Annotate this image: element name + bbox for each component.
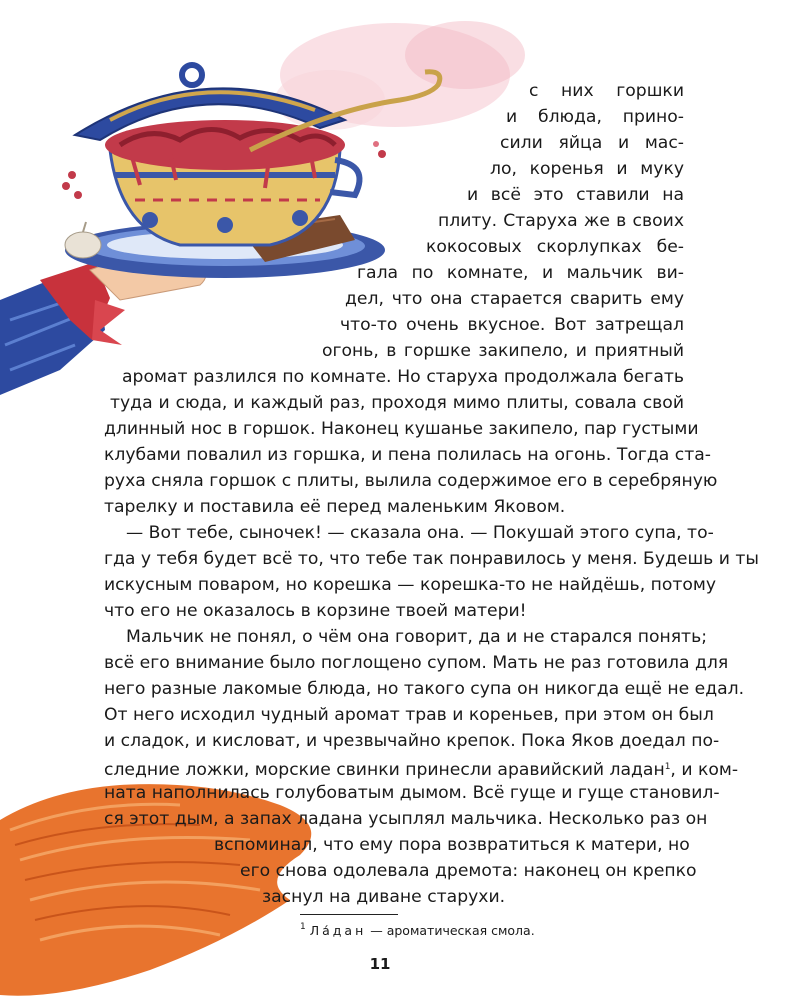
text-line-20: искусным поваром, но корешка — корешка-то не найдёшь, потому <box>104 575 717 595</box>
footnote <box>300 922 535 938</box>
text-line-15: клубами повалил из горшка, и пена полилась на огонь. Тогда ста- <box>104 445 711 465</box>
text-line-14: длинный нос в горшок. Наконец кушанье закипело, пар густыми <box>104 419 699 439</box>
text-line-32: заснул на диване старухи. <box>262 887 506 907</box>
text-line-3: сили яйца и мас- <box>500 133 684 153</box>
footnote-ref: 1 <box>664 762 671 772</box>
text-line-23: всё его внимание было поглощено супом. Мать не раз готовила для <box>104 653 729 673</box>
text-line-18: — Вот тебе, сыночек! — сказала она. — Покушай этого супа, то- <box>126 523 714 543</box>
text-line-16: руха сняла горшок с плиты, вылила содержимое его в серебряную <box>104 471 718 491</box>
text-line-27 <box>104 754 739 780</box>
text-line-30: вспоминал, что ему пора возвратиться к матери, но <box>214 835 690 855</box>
text-line-22: Мальчик не понял, о чём она говорит, да и не старался понять; <box>126 627 707 647</box>
text-line-28: ната наполнилась голубоватым дымом. Всё гуще и гуще становил- <box>104 783 720 803</box>
text-line-4: ло, коренья и муку <box>490 159 684 179</box>
text-line-27-tail: , и ком- <box>670 760 739 780</box>
text-line-31: его снова одолевала дремота: наконец он крепко <box>240 861 697 881</box>
text-line-9: дел, что она старается сварить ему <box>345 289 684 309</box>
text-line-2: и блюда, прино- <box>506 107 684 127</box>
text-line-7: кокосовых скорлупках бе- <box>426 237 684 257</box>
text-line-29: ся этот дым, а запах ладана усыплял мальчика. Несколько раз он <box>104 809 708 829</box>
text-line-24: него разные лакомые блюда, но такого супа он никогда ещё не едал. <box>104 679 745 699</box>
page-number: 11 <box>369 955 391 973</box>
text-line-1: с них горшки <box>529 81 684 101</box>
text-line-12: аромат разлился по комнате. Но старуха продолжала бегать <box>122 367 684 387</box>
text-line-19: гда у тебя будет всё то, что тебе так понравилось у меня. Будешь и ты <box>104 549 759 569</box>
footnote-text: — ароматическая смола. <box>366 923 535 938</box>
text-line-17: тарелку и поставила её перед маленьким Яковом. <box>104 497 566 517</box>
text-line-5: и всё это ставили на <box>467 185 684 205</box>
footnote-mark: 1 <box>300 922 306 932</box>
text-line-27-main: следние ложки, морские свинки принесли аравийский ладан <box>104 760 665 780</box>
text-line-6: плиту. Старуха же в своих <box>438 211 684 231</box>
footnote-divider <box>300 914 398 915</box>
text-line-25: От него исходил чудный аромат трав и кореньев, при этом он был <box>104 705 714 725</box>
text-line-13: туда и сюда, и каждый раз, проходя мимо плиты, совала свой <box>110 393 684 413</box>
footnote-term: Ла́дан <box>309 923 367 938</box>
text-line-11: огонь, в горшке закипело, и приятный <box>322 341 684 361</box>
text-line-26: и сладок, и кисловат, и чрезвычайно крепок. Пока Яков доедал по- <box>104 731 720 751</box>
text-line-8: гала по комнате, и мальчик ви- <box>357 263 684 283</box>
text-line-10: что-то очень вкусное. Вот затрещал <box>340 315 684 335</box>
text-line-21: что его не оказалось в корзине твоей матери! <box>104 601 527 621</box>
